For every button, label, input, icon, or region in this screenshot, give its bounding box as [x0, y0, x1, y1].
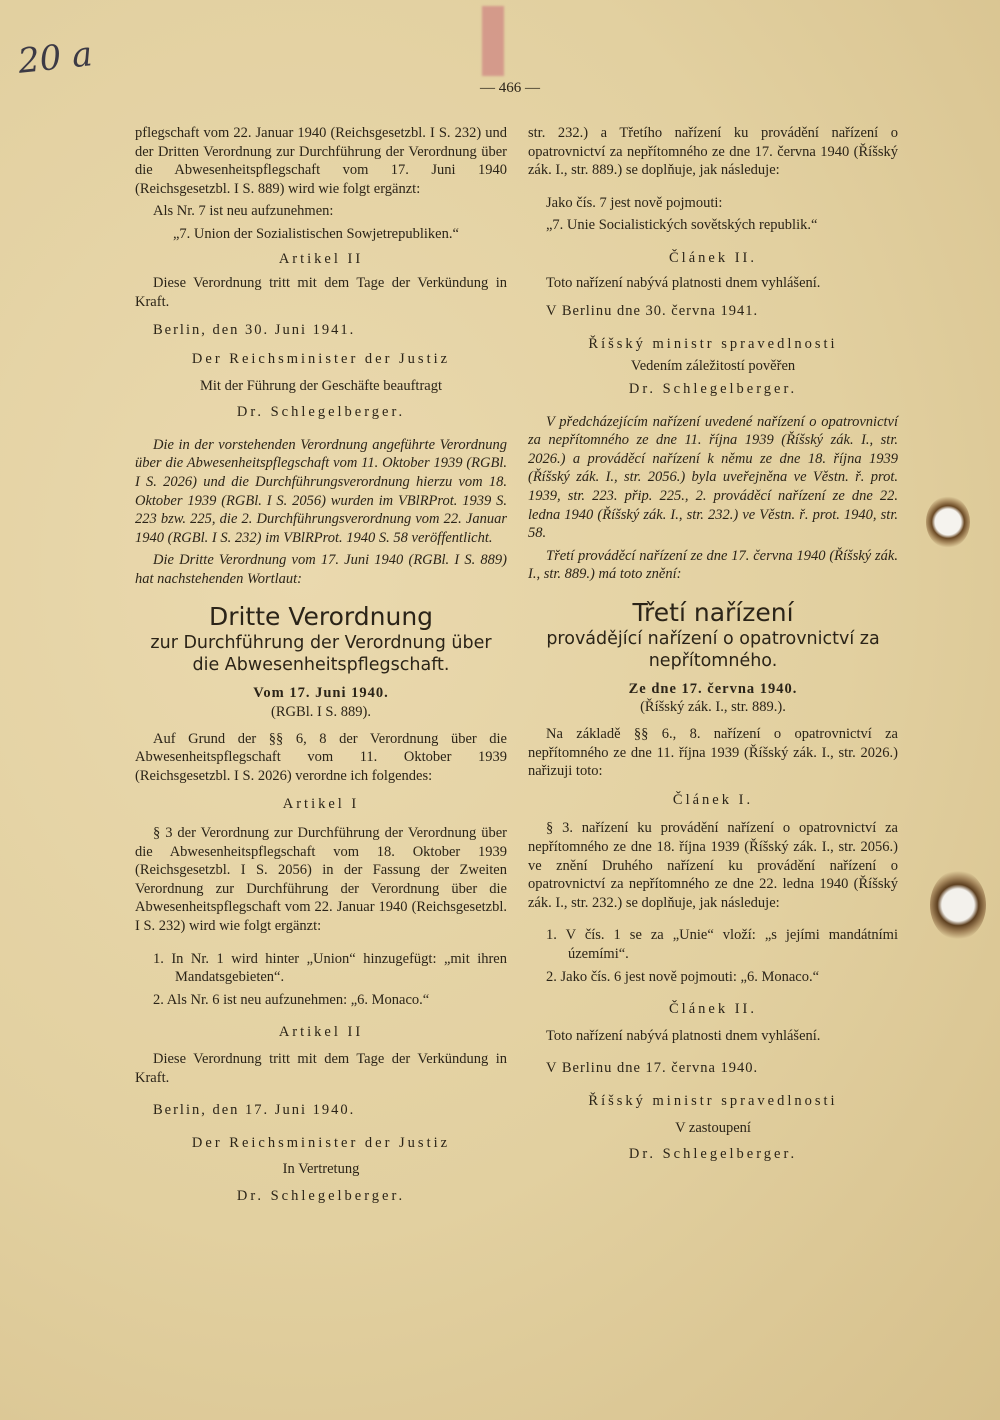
minister-title: Der Reichsminister der Justiz: [191, 350, 451, 367]
paragraph: § 3. nařízení ku provádění nařízení o opatrovnictví za nepřítomného ze dne 18. října 1939 (Říšský zák. I., str. 2056.) ve znění Druhého nařízení ku provádění nařízení o opatrovnictví za nepřítomného ze dne 22. ledna 1940 (Říšský zák. I., str. 232.) se doplňuje, jak následuje:: [528, 820, 898, 911]
czech-column: [528, 124, 898, 1164]
paragraph: Diese Verordnung tritt mit dem Tage der Verkündung in Kraft.: [135, 1050, 507, 1086]
ordinance-reference: (Říšský zák. I., str. 889.).: [640, 699, 786, 716]
list-item: 1. In Nr. 1 wird hinter „Union“ hinzugefügt: „mit ihren Mandatsgebieten“.: [153, 950, 507, 986]
ordinance-title: Třetí nařízení: [632, 597, 794, 627]
place-date: Berlin, den 17. Juni 1940.: [153, 1102, 356, 1119]
footnote-paragraph: Die in der vorstehenden Verordnung angeführte Verordnung über die Abwesenheitspflegschaft vom 11. Oktober 1939 (RGBl. I S. 2026) und die Durchführungsverordnung hierzu vom 18. Oktober 1939 (RGBl. I S. 2056) wurden im VBlRProt. 1939 S. 223 bzw. 225, die 2. Durchführungsverordnung vom 22. Januar 1940 (RGBl. I S. 232) im VBlRProt. 1940 S. 58 veröffentlicht.: [135, 436, 507, 546]
article-heading: Artikel I: [282, 796, 360, 813]
footnote-paragraph: Třetí prováděcí nařízení ze dne 17. června 1940 (Říšský zák. I., str. 889.) má toto znění:: [528, 547, 898, 583]
footnote-paragraph: V předcházejícím nařízení uvedené nařízení o opatrovnictví za nepřítomného ze dne 11. října 1939 (Říšský zák. I., str. 2026.) a prováděcí nařízení k němu ze dne 18. října 1939 (Říšský zák. I., str. 2056.) byla uveřejněna ve Věstn. ř. prot. 1939, str. 223. přip. 225., 2. prováděcí nařízení ze dne 22. ledna 1940 (Říšský zák. I., str. 232.) ve Věstn. ř. prot. 1940, str. 58.: [528, 413, 898, 542]
german-column: [135, 124, 507, 1206]
mandate-line: Vedením záležitostí pověřen: [630, 358, 796, 375]
page-number: — 466 —: [480, 80, 540, 96]
article-heading: Článek II.: [669, 1001, 757, 1018]
minister-title: Říšský ministr spravedlnosti: [588, 1092, 838, 1109]
place-date: V Berlinu dne 17. června 1940.: [546, 1060, 759, 1077]
paragraph: pflegschaft vom 22. Januar 1940 (Reichsgesetzbl. I S. 232) und der Dritten Verordnung zur Durchführung der Verordnung über die Abwesenheitspflegschaft vom 17. Juni 1940 (Reichsgesetzbl. I S. 889) wird wie folgt ergänzt:: [135, 125, 507, 197]
signature: Dr. Schlegelberger.: [236, 1187, 406, 1204]
paragraph: Toto nařízení nabývá platnosti dnem vyhlášení.: [546, 1027, 821, 1044]
ordinance-subtitle: zur Durchführung der Verordnung über die Abwesenheitspflegschaft.: [150, 633, 492, 676]
signature: Dr. Schlegelberger.: [628, 1146, 798, 1163]
article-heading: Článek I.: [672, 791, 754, 808]
burn-hole-mark: [926, 496, 970, 548]
mandate-line: V zastoupení: [675, 1119, 751, 1136]
mandate-line: Mit der Führung der Geschäfte beauftragt: [200, 377, 442, 394]
paragraph: Diese Verordnung tritt mit dem Tage der Verkündung in Kraft.: [135, 275, 507, 310]
article-heading: Artikel II: [278, 250, 364, 267]
paragraph: § 3 der Verordnung zur Durchführung der Verordnung über die Abwesenheitspflegschaft vom 18. Oktober 1939 (Reichsgesetzbl. I S. 2056) in der Fassung der Zweiten Verordnung zur Durchführung der Verordnung über die Abwesenheitspflegschaft vom 22. Januar 1940 (Reichsgesetzbl. I S. 232) wird wie folgt ergänzt:: [135, 825, 507, 934]
article-heading: Artikel II: [278, 1024, 364, 1041]
ordinance-date: Vom 17. Juni 1940.: [253, 685, 389, 702]
paragraph: Als Nr. 7 ist neu aufzunehmen:: [153, 203, 334, 220]
place-date: V Berlinu dne 30. června 1941.: [546, 303, 759, 320]
mandate-line: In Vertretung: [282, 1161, 360, 1178]
burn-hole-mark: [930, 870, 986, 940]
place-date: Berlin, den 30. Juni 1941.: [153, 322, 356, 339]
article-heading: Článek II.: [669, 249, 757, 266]
ordinance-date: Ze dne 17. června 1940.: [628, 680, 798, 697]
preamble: Auf Grund der §§ 6, 8 der Verordnung über die Abwesenheitspflegschaft vom 11. Oktober 1939 (Reichsgesetzbl. I S. 2026) verordne ich folgendes:: [135, 730, 507, 784]
paragraph: „7. Union der Sozialistischen Sowjetrepubliken.“: [173, 225, 459, 242]
minister-title: Říšský ministr spravedlnosti: [588, 335, 838, 352]
list-item: 2. Jako čís. 6 jest nově pojmouti: „6. Monaco.“: [546, 968, 820, 985]
paragraph: „7. Unie Socialistických sovětských republik.“: [546, 217, 818, 234]
footnote-paragraph: Die Dritte Verordnung vom 17. Juni 1940 (RGBl. I S. 889) hat nachstehenden Wortlaut:: [135, 552, 507, 587]
signature: Dr. Schlegelberger.: [628, 380, 798, 397]
handwritten-page-note: 20 a: [16, 34, 95, 82]
preamble: Na základě §§ 6., 8. nařízení o opatrovnictví za nepřítomného ze dne 11. října 1939 (Říšský zák. I., str. 2026.) nařizuji toto:: [528, 726, 898, 780]
pink-stamp-mark: [482, 6, 504, 76]
list-item: 1. V čís. 1 se za „Unie“ vloží: „s jejími mandátními územími“.: [546, 927, 898, 962]
paragraph: str. 232.) a Třetího nařízení ku provádění nařízení o opatrovnictví za nepřítomného ze dne 17. června 1940 (Říšský zák. I., str. 889.) se doplňuje, jak následuje:: [528, 125, 898, 179]
paragraph: Jako čís. 7 jest nově pojmouti:: [546, 194, 723, 211]
signature: Dr. Schlegelberger.: [236, 404, 406, 421]
ordinance-title: Dritte Verordnung: [208, 602, 434, 632]
list-item: 2. Als Nr. 6 ist neu aufzunehmen: „6. Monaco.“: [153, 991, 430, 1008]
ordinance-reference: (RGBl. I S. 889).: [271, 704, 371, 721]
paragraph: Toto nařízení nabývá platnosti dnem vyhlášení.: [546, 274, 821, 291]
ordinance-subtitle: provádějící nařízení o opatrovnictví za nepřítomného.: [546, 628, 880, 671]
minister-title: Der Reichsminister der Justiz: [191, 1134, 451, 1151]
